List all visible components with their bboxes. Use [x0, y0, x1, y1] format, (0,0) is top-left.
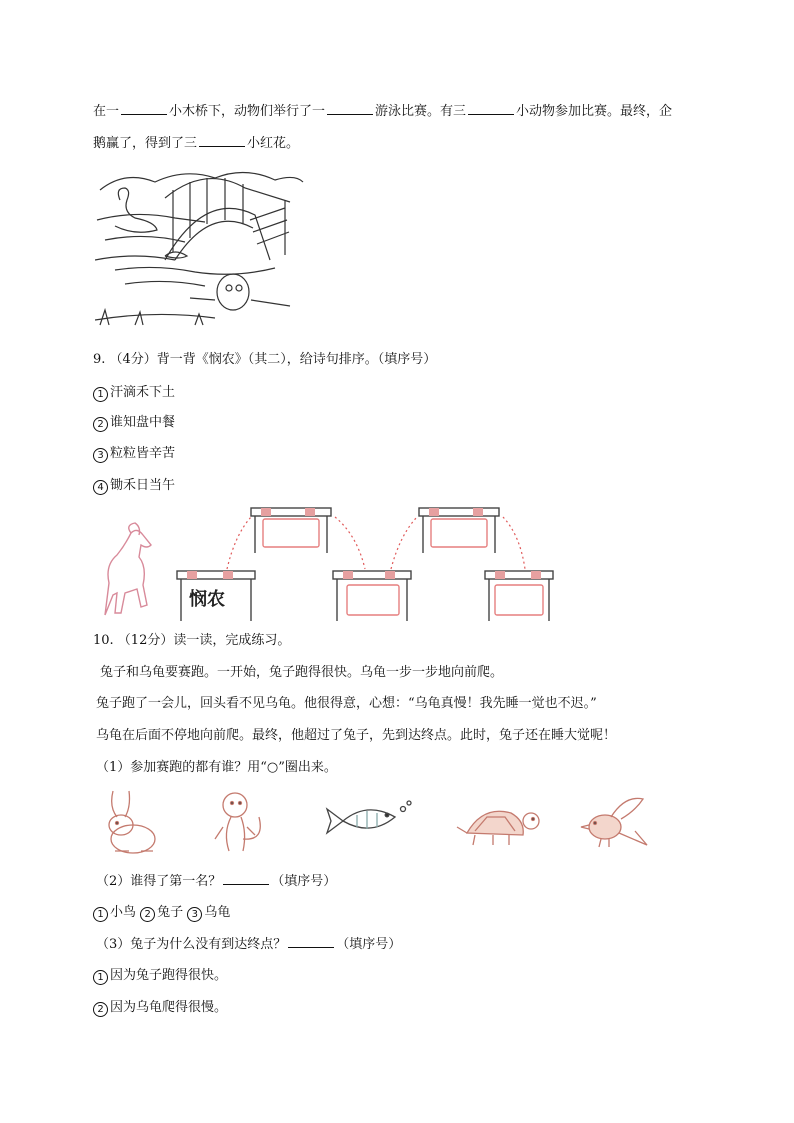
q10-heading: 10. （12分）读一读，完成练习。	[93, 633, 291, 648]
option-number: 3	[93, 448, 108, 463]
q9-option	[93, 414, 175, 432]
animals-row	[95, 787, 665, 857]
passage-line-2	[93, 134, 299, 153]
question-text: （3）兔子为什么没有到达终点？	[96, 937, 287, 952]
rabbit-icon[interactable]	[109, 791, 155, 853]
arrow-icon	[227, 517, 525, 569]
option-number: 3	[187, 907, 202, 922]
passage-text: 小红花。	[247, 136, 300, 151]
option-text: 谁知盘中餐	[110, 415, 176, 430]
option-number: 2	[93, 1002, 108, 1017]
answer-blank[interactable]	[288, 935, 334, 948]
q10-sub2	[96, 872, 336, 891]
q10-sub1: （1）参加赛跑的都有谁？用“○”圈出来。	[96, 760, 337, 775]
q10-sub3-option	[93, 999, 227, 1017]
q9-heading: 9. （4分）背一背《悯农》（其二），给诗句排序。（填序号）	[93, 352, 437, 367]
option-number: 1	[93, 907, 108, 922]
bridge-illustration	[95, 160, 305, 328]
fill-blank[interactable]	[121, 102, 167, 115]
option-number: 1	[93, 387, 108, 402]
passage-text: 在一	[93, 104, 120, 119]
turtle-icon[interactable]	[457, 811, 539, 845]
option-text: 粒粒皆辛苦	[110, 446, 176, 461]
passage-text: 游泳比赛。有三	[375, 104, 467, 119]
option-number: 2	[140, 907, 155, 922]
sign-label: 悯农	[189, 589, 225, 610]
option-number: 2	[93, 417, 108, 432]
passage-text: 小木桥下，动物们举行了一	[169, 104, 326, 119]
answer-hurdle	[251, 508, 331, 553]
story-line: 乌龟在后面不停地向前爬。最终，他超过了兔子，先到达终点。此时，兔子还在睡大觉呢！	[96, 728, 617, 743]
option-text: 小鸟	[110, 905, 137, 920]
passage-text: 小动物参加比赛。最终，企	[516, 104, 673, 119]
bird-icon[interactable]	[581, 798, 647, 847]
fill-blank[interactable]	[468, 102, 514, 115]
monkey-icon[interactable]	[215, 793, 260, 851]
fish-icon[interactable]	[327, 801, 411, 833]
q10-sub3	[96, 935, 401, 954]
question-suffix: （填序号）	[336, 937, 402, 952]
story-line: 兔子和乌龟要赛跑。一开始，兔子跑得很快。乌龟一步一步地向前爬。	[100, 665, 504, 680]
fill-blank[interactable]	[199, 134, 245, 147]
poem-order-diagram	[95, 505, 555, 623]
question-suffix: （填序号）	[271, 874, 337, 889]
option-number: 1	[93, 970, 108, 985]
answer-hurdle	[419, 508, 499, 553]
answer-blank[interactable]	[223, 872, 269, 885]
q10-sub3-option	[93, 967, 227, 985]
story-line: 兔子跑了一会儿，回头看不见乌龟。他很得意，心想：“乌龟真慢！我先睡一觉也不迟。”	[96, 696, 597, 711]
passage-text: 鹅赢了，得到了三	[93, 136, 198, 151]
q10-sub2-options	[93, 904, 230, 922]
passage-line-1	[93, 102, 672, 121]
fill-blank[interactable]	[327, 102, 373, 115]
q9-option	[93, 477, 175, 495]
option-text: 兔子	[157, 905, 184, 920]
q9-option	[93, 445, 175, 463]
option-text: 因为兔子跑得很快。	[110, 968, 228, 983]
answer-hurdle	[333, 571, 411, 621]
q9-option	[93, 384, 175, 402]
horse-icon	[105, 523, 151, 615]
option-text: 锄禾日当午	[110, 478, 176, 493]
option-number: 4	[93, 480, 108, 495]
answer-hurdle	[485, 571, 553, 621]
option-text: 汗滴禾下土	[110, 385, 176, 400]
question-text: （2）谁得了第一名？	[96, 874, 222, 889]
option-text: 乌龟	[204, 905, 231, 920]
option-text: 因为乌龟爬得很慢。	[110, 1000, 228, 1015]
